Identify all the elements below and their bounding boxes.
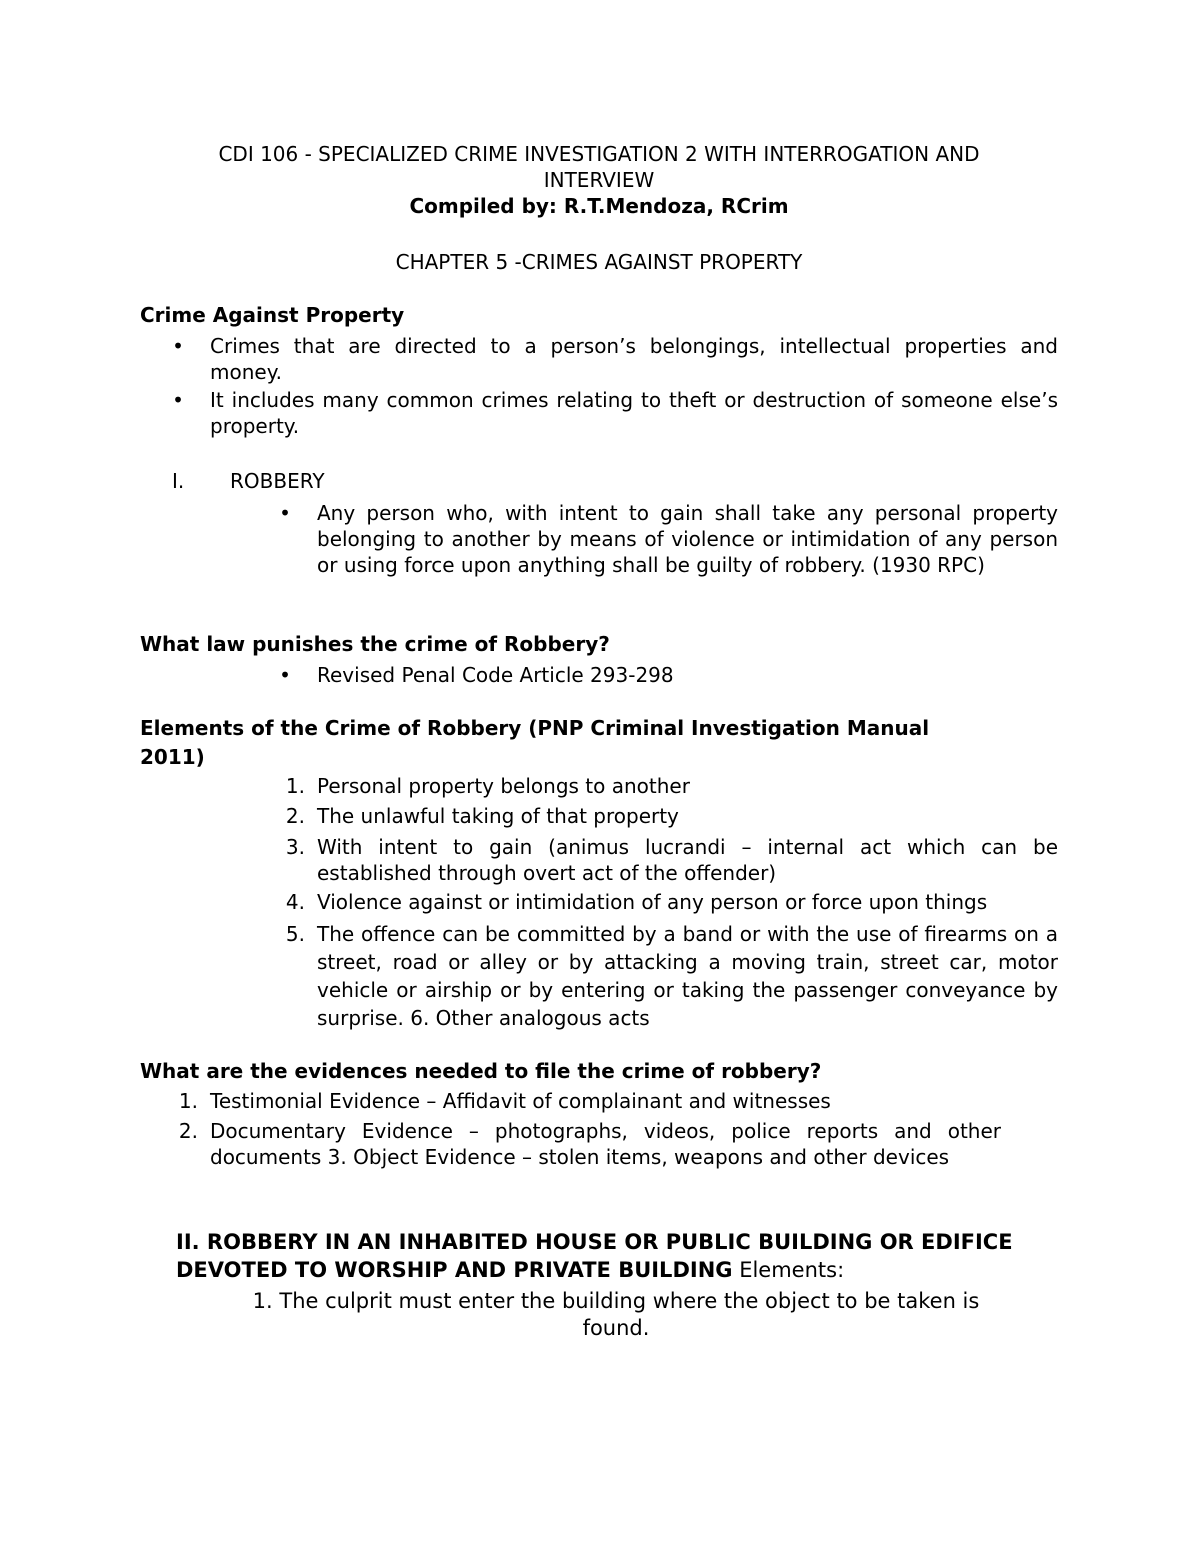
item-number: 5. bbox=[285, 922, 305, 946]
list-item-text: Personal property belongs to another bbox=[317, 774, 690, 798]
compiled-by: Compiled by: R.T.Mendoza, RCrim bbox=[409, 194, 789, 218]
list-item-text: It includes many common crimes relating to theft or destruction of someone else’s property. bbox=[210, 388, 1058, 438]
bullet-icon: • bbox=[279, 663, 291, 687]
section-numeral: I. bbox=[172, 469, 185, 493]
section-heading-robbery-inhabited-house: II. ROBBERY IN AN INHABITED HOUSE OR PUBLIC BUILDING OR EDIFICE bbox=[176, 1230, 1013, 1254]
robbery-definition: Any person who, with intent to gain shall take any personal property belonging to another by means of violence or intimidation of any person or using force upon anything shall be guilty of robbery. (1930 RPC) bbox=[317, 501, 1058, 577]
list-item-text: Violence against or intimidation of any person or force upon things bbox=[317, 890, 988, 914]
list-item-text: The unlawful taking of that property bbox=[317, 804, 679, 828]
list-item-text: Testimonial Evidence – Affidavit of complainant and witnesses bbox=[210, 1089, 831, 1113]
question-evidences: What are the evidences needed to file the crime of robbery? bbox=[140, 1059, 822, 1083]
list-item-text: Documentary Evidence – photographs, videos, police reports and other documents 3. Object Evidence – stolen items, weapons and other devices bbox=[210, 1119, 1001, 1169]
bullet-icon: • bbox=[279, 501, 291, 525]
list-item-text: Revised Penal Code Article 293-298 bbox=[317, 663, 674, 687]
item-number: 3. bbox=[285, 835, 305, 859]
question-law: What law punishes the crime of Robbery? bbox=[140, 632, 610, 656]
bullet-icon: • bbox=[172, 388, 184, 412]
list-item-text: 1. The culprit must enter the building where the object to be taken is bbox=[252, 1289, 980, 1313]
elements-heading-continued: 2011) bbox=[140, 745, 205, 769]
document-title-continued: INTERVIEW bbox=[543, 168, 655, 192]
section-heading-continued bbox=[176, 1257, 1056, 1283]
section-heading-crime-against-property: Crime Against Property bbox=[140, 303, 405, 327]
chapter-title: CHAPTER 5 -CRIMES AGAINST PROPERTY bbox=[395, 250, 803, 274]
item-number: 2. bbox=[178, 1119, 198, 1143]
item-number: 1. bbox=[285, 774, 305, 798]
item-number: 1. bbox=[178, 1089, 198, 1113]
elements-label: Elements: bbox=[739, 1258, 845, 1282]
list-item-text-continued: found. bbox=[582, 1316, 650, 1340]
bullet-icon: • bbox=[172, 334, 184, 358]
item-number: 4. bbox=[285, 890, 305, 914]
section-title: ROBBERY bbox=[230, 469, 325, 493]
list-item-text: Crimes that are directed to a person’s belongings, intellectual properties and money. bbox=[210, 334, 1058, 384]
list-item-text: With intent to gain (animus lucrandi – internal act which can be established through overt act of the offender) bbox=[317, 835, 1058, 885]
section-heading-line2: DEVOTED TO WORSHIP AND PRIVATE BUILDING bbox=[176, 1258, 733, 1282]
elements-heading: Elements of the Crime of Robbery (PNP Criminal Investigation Manual bbox=[140, 716, 930, 740]
item-number: 2. bbox=[285, 804, 305, 828]
list-item-text: The offence can be committed by a band or with the use of firearms on a street, road or alley or by attacking a moving train, street car, motor vehicle or airship or by entering or taking the passenger conveyance by surprise. 6. Other analogous acts bbox=[317, 922, 1058, 1030]
document-title: CDI 106 - SPECIALIZED CRIME INVESTIGATION 2 WITH INTERROGATION AND bbox=[218, 142, 980, 166]
